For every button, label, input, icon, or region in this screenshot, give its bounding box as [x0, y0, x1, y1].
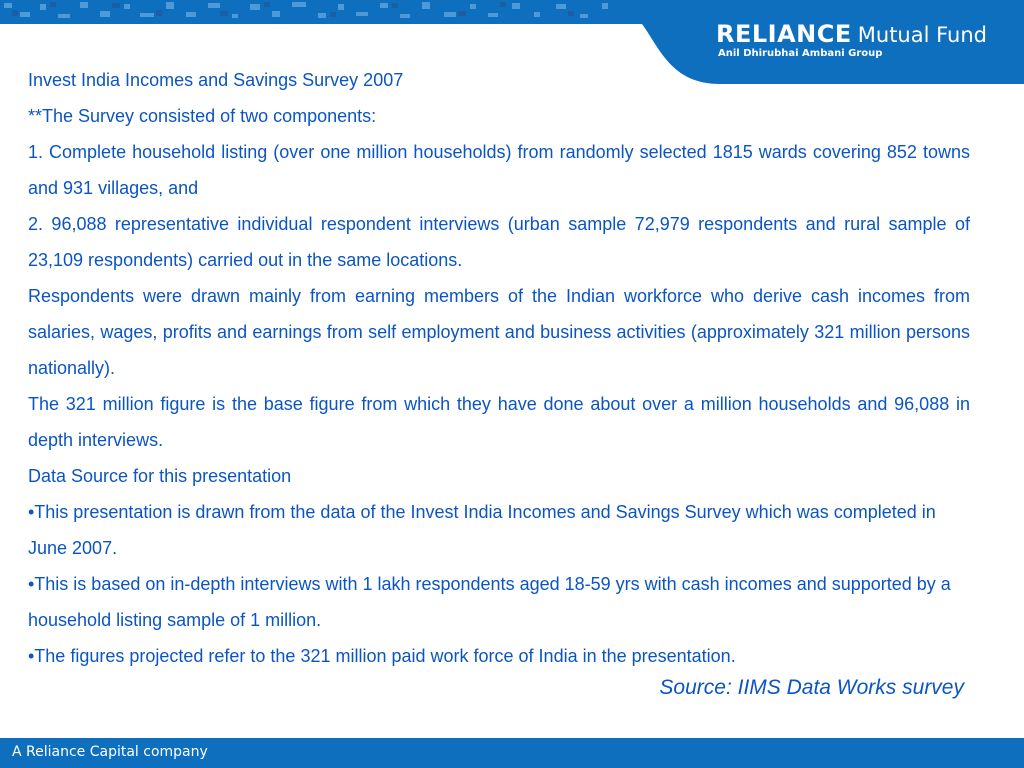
footer-bar — [0, 738, 1024, 768]
respondents-paragraph: Respondents were drawn mainly from earning members of the Indian workforce who derive cash incomes from salaries, wages, profits and earnings from self employment and business activities (approximately 321 million persons nationally). — [28, 286, 970, 378]
data-source-heading: Data Source for this presentation — [28, 466, 292, 486]
slide-title: Invest India Incomes and Savings Survey 2007 — [28, 70, 404, 90]
bullet-item: •This presentation is drawn from the data of the Invest India Incomes and Savings Survey which was completed in June 2007. — [28, 502, 936, 558]
footer-text: A Reliance Capital company — [12, 744, 208, 760]
survey-component-2: 2. 96,088 representative individual respondent interviews (urban sample 72,979 respondents and rural sample of 23,109 respondents) carried out in the same locations. — [28, 214, 970, 270]
logo — [716, 20, 987, 48]
bullet-item: •The figures projected refer to the 321 million paid work force of India in the presentation. — [28, 646, 736, 666]
slide-body — [28, 62, 970, 674]
logo-product: Mutual Fund — [857, 23, 987, 47]
survey-intro: **The Survey consisted of two components: — [28, 106, 377, 126]
logo-tagline: Anil Dhirubhai Ambani Group — [718, 48, 883, 59]
source-citation: Source: IIMS Data Works survey — [659, 676, 964, 699]
survey-component-1: 1. Complete household listing (over one million households) from randomly selected 1815 wards covering 852 towns and 931 villages, and — [28, 142, 970, 198]
base-figure-paragraph: The 321 million figure is the base figure from which they have done about over a million households and 96,088 in depth interviews. — [28, 394, 970, 450]
bullet-item: •This is based on in-depth interviews with 1 lakh respondents aged 18-59 yrs with cash incomes and supported by a household listing sample of 1 million. — [28, 574, 951, 630]
logo-brand: RELIANCE — [716, 20, 852, 48]
